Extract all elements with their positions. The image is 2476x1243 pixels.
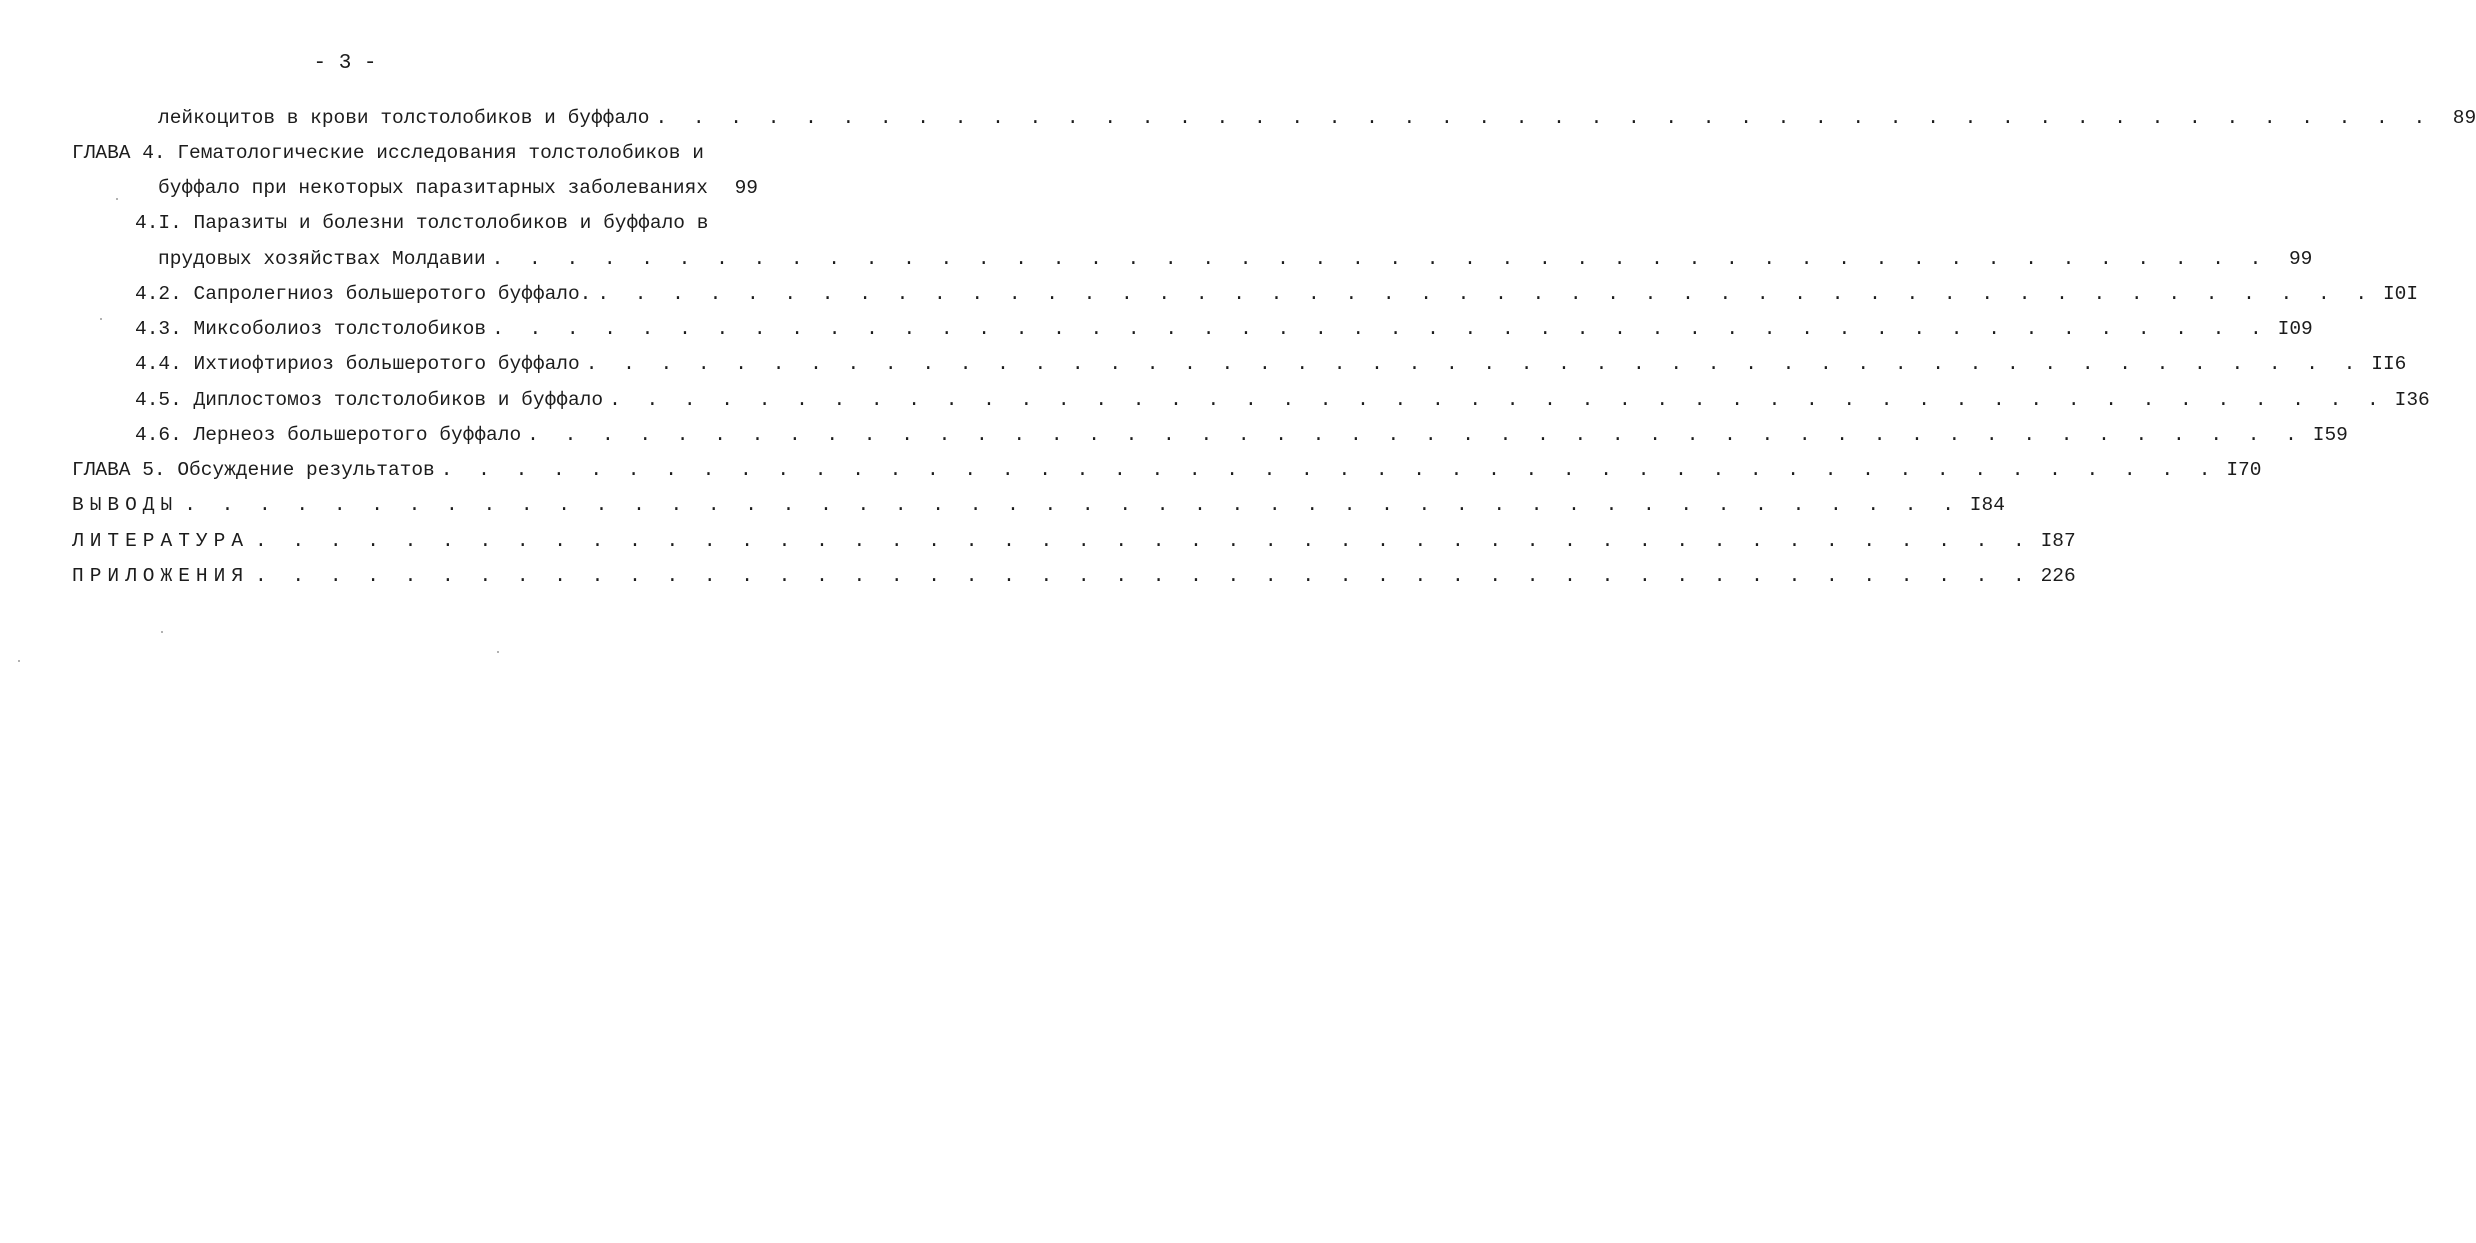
scan-speck — [100, 318, 102, 320]
toc-entry-page: I09 — [2277, 318, 2313, 340]
toc-leader: . . . . . . . . . . . . . . . . . . . . . . . . . . . . . . . . . . . . . . . . . . . . . . . . — [255, 565, 2032, 587]
toc-entry-title: ЛИТЕРАТУРА — [72, 530, 250, 552]
toc-leader: . . . . . . . . . . . . . . . . . . . . . . . . . . . . . . . . . . . . . . . . . . . . . . . . — [609, 389, 2386, 411]
toc-entry-page: I87 — [2040, 530, 2076, 552]
toc-entry-chapter-5 — [72, 456, 2262, 484]
toc-entry-title: 4.5. Диплостомоз толстолобиков и буффало — [135, 389, 604, 411]
page-number: - 3 - — [313, 52, 377, 75]
toc-entry-4-4 — [135, 350, 2407, 378]
toc-entry-page: I0I — [2382, 283, 2419, 305]
scan-speck — [18, 660, 20, 662]
toc-entry-appendices — [72, 562, 2076, 590]
toc-leader: . . . . . . . . . . . . . . . . . . . . . . . . . . . . . . . . . . . . . . . . . . . . . . . . — [184, 494, 1961, 516]
toc-entry-title: 4.4. Ихтиофтириоз большеротого буффало — [135, 353, 580, 375]
toc-entry-title: 4.6. Лернеоз большеротого буффало — [135, 424, 522, 446]
toc-entry-4-5 — [135, 386, 2430, 414]
toc-entry-chapter-4-line-2 — [158, 174, 758, 202]
toc-entry-title: ВЫВОДЫ — [72, 494, 179, 516]
toc-leader: . . . . . . . . . . . . . . . . . . . . . . . . . . . . . . . . . . . . . . . . . . . . . . . . — [440, 459, 2218, 481]
toc-entry-title: прудовых хозяйствах Молдавии — [158, 248, 486, 270]
scan-speck — [116, 198, 118, 200]
toc-leader: . . . . . . . . . . . . . . . . . . . . . . . . . . . . . . . . . . . . . . . . . . . . . . . . — [585, 353, 2363, 375]
toc-entry-page: 99 — [2288, 248, 2313, 270]
toc-entry-title: ПРИЛОЖЕНИЯ — [72, 565, 250, 587]
toc-entry-page: I70 — [2226, 459, 2262, 481]
toc-entry-title: ГЛАВА 5. Обсуждение результатов — [72, 459, 435, 481]
scan-speck — [161, 631, 163, 633]
toc-entry-title: буффало при некоторых паразитарных заболеваниях — [158, 177, 708, 199]
toc-entry-4-6 — [135, 421, 2348, 449]
toc-entry-4-1-line-1 — [135, 209, 714, 237]
toc-entry-chapter-4-line-1 — [72, 139, 714, 167]
scan-speck — [497, 651, 499, 653]
toc-leader: . . . . . . . . . . . . . . . . . . . . . . . . . . . . . . . . . . . . . . . . . . . . . . . . — [491, 248, 2269, 270]
toc-entry-title: 4.I. Паразиты и болезни толстолобиков и буффало в — [135, 212, 709, 234]
toc-entry-continued — [158, 104, 2476, 132]
toc-entry-page: 89 — [2452, 107, 2476, 129]
toc-entry-page: 99 — [734, 177, 758, 199]
toc-entry-title: 4.2. Сапролегниоз большеротого буффало. — [135, 283, 592, 305]
toc-leader: . . . . . . . . . . . . . . . . . . . . . . . . . . . . . . . . . . . . . . . . . . . . . . . . — [597, 283, 2375, 305]
toc-leader: . . . . . . . . . . . . . . . . . . . . . . . . . . . . . . . . . . . . . . . . . . . . . . . . — [655, 107, 2433, 129]
toc-entry-page: 226 — [2040, 565, 2076, 587]
toc-entry-4-3 — [135, 315, 2313, 343]
toc-entry-title: ГЛАВА 4. Гематологические исследования толстолобиков и — [72, 142, 704, 164]
toc-entry-page: I36 — [2394, 389, 2430, 411]
toc-entry-page: I84 — [1969, 494, 2005, 516]
toc-entry-page: II6 — [2371, 353, 2407, 375]
toc-entry-literature — [72, 527, 2076, 555]
toc-leader: . . . . . . . . . . . . . . . . . . . . . . . . . . . . . . . . . . . . . . . . . . . . . . . . — [527, 424, 2304, 446]
toc-entry-page: I59 — [2312, 424, 2348, 446]
toc-entry-4-1-line-2 — [158, 245, 2313, 273]
toc-entry-conclusions — [72, 491, 2005, 519]
toc-entry-title: 4.3. Миксоболиоз толстолобиков — [135, 318, 487, 340]
toc-leader: . . . . . . . . . . . . . . . . . . . . . . . . . . . . . . . . . . . . . . . . . . . . . . . . — [492, 318, 2269, 340]
toc-entry-4-2 — [135, 280, 2419, 308]
toc-entry-title: лейкоцитов в крови толстолобиков и буффало — [158, 107, 650, 129]
toc-leader: . . . . . . . . . . . . . . . . . . . . . . . . . . . . . . . . . . . . . . . . . . . . . . . . — [255, 530, 2032, 552]
